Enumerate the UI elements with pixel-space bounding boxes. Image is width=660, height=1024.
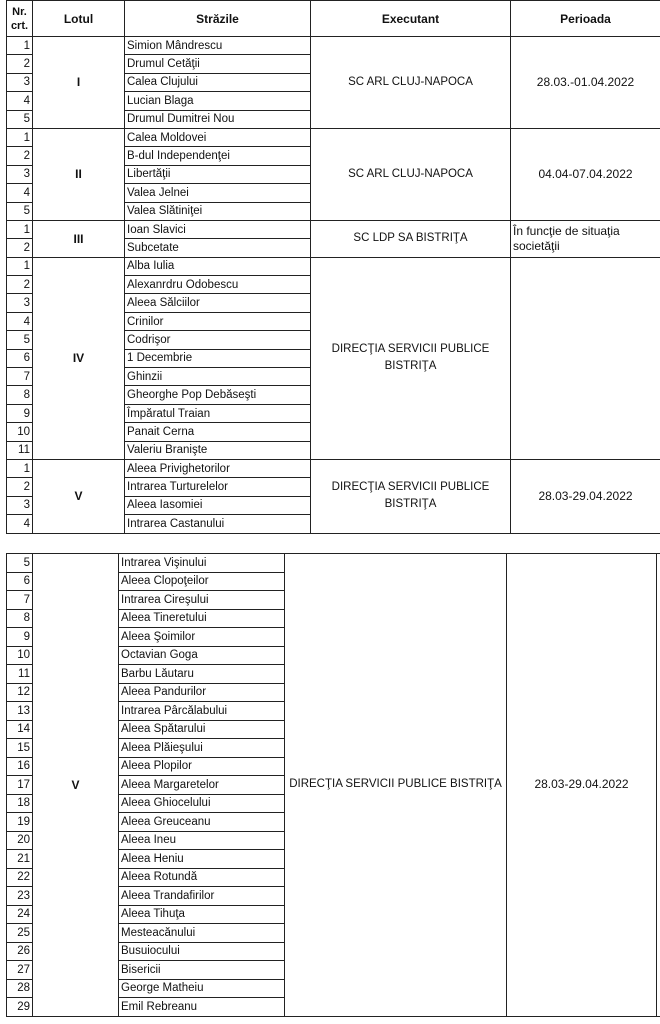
street-name: Barbu Lăutaru [119,665,285,684]
row-number: 5 [7,110,33,128]
row-number: 18 [7,794,33,813]
street-name: Calea Clujului [125,73,311,91]
executant: DIRECŢIA SERVICII PUBLICE BISTRIŢA [285,554,507,1017]
row-number: 2 [7,147,33,165]
row-number: 4 [7,312,33,330]
streets-table-page-1 [6,0,660,534]
header-perioada: Perioada [511,1,660,37]
street-name: Aleea Spătarului [119,720,285,739]
street-name: Împăratul Traian [125,404,311,422]
perioada: 28.03.-01.04.2022 [511,37,660,129]
street-name: Libertăţii [125,165,311,183]
street-name: Aleea Privighetorilor [125,459,311,477]
street-name: Emil Rebreanu [119,998,285,1017]
row-number: 3 [7,73,33,91]
street-name: Ghinzii [125,368,311,386]
row-number: 7 [7,368,33,386]
perioada: 04.04-07.04.2022 [511,128,660,220]
street-name: Codrişor [125,331,311,349]
street-name: Aleea Clopoţeilor [119,572,285,591]
street-name: Simion Mândrescu [125,37,311,55]
row-number: 7 [7,591,33,610]
row-number: 6 [7,572,33,591]
row-number: 16 [7,757,33,776]
executant: DIRECŢIA SERVICII PUBLICE BISTRIŢA [311,257,511,459]
street-name: Busuiocului [119,942,285,961]
street-name: Aleea Pandurilor [119,683,285,702]
row-number: 2 [7,276,33,294]
row-number: 8 [7,386,33,404]
street-name: Aleea Rotundă [119,868,285,887]
row-number: 22 [7,868,33,887]
row-number: 23 [7,887,33,906]
row-number: 24 [7,905,33,924]
row-number: 2 [7,239,33,257]
row-number: 10 [7,423,33,441]
row-number: 9 [7,404,33,422]
table-row [7,220,660,238]
table-row [7,128,660,146]
street-name: Intrarea Turturelelor [125,478,311,496]
row-number: 2 [7,55,33,73]
street-name: Aleea Iasomiei [125,496,311,514]
header-nr: Nr. crt. [7,1,33,37]
street-name: Crinilor [125,312,311,330]
row-number: 11 [7,441,33,459]
street-name: Drumul Cetăţii [125,55,311,73]
row-number: 5 [7,331,33,349]
perioada: În funcţie de situaţia societăţii [511,220,660,257]
extra-column [657,554,660,1017]
street-name: Alexanrdru Odobescu [125,276,311,294]
table-row [7,257,660,275]
street-name: Aleea Trandafirilor [119,887,285,906]
row-number: 1 [7,128,33,146]
street-name: Aleea Tineretului [119,609,285,628]
row-number: 13 [7,702,33,721]
row-number: 1 [7,220,33,238]
street-name: George Matheiu [119,979,285,998]
row-number: 29 [7,998,33,1017]
street-name: Aleea Şoimilor [119,628,285,647]
street-name: Calea Moldovei [125,128,311,146]
row-number: 26 [7,942,33,961]
table-header-row [7,1,660,37]
header-strazile: Străzile [125,1,311,37]
row-number: 3 [7,294,33,312]
lot-number: II [33,128,125,220]
street-name: Valea Slătiniţei [125,202,311,220]
row-number: 4 [7,515,33,533]
street-name: Octavian Goga [119,646,285,665]
street-name: Lucian Blaga [125,92,311,110]
street-name: Intrarea Cireşului [119,591,285,610]
lot-number: I [33,37,125,129]
street-name: Aleea Sălciilor [125,294,311,312]
row-number: 3 [7,165,33,183]
row-number: 4 [7,92,33,110]
street-name: Subcetate [125,239,311,257]
street-name: Alba Iulia [125,257,311,275]
street-name: Aleea Margaretelor [119,776,285,795]
perioada: 28.03-29.04.2022 [511,459,660,533]
street-name: Valeriu Branişte [125,441,311,459]
street-name: Intrarea Vişinului [119,554,285,573]
header-executant: Executant [311,1,511,37]
header-lotul: Lotul [33,1,125,37]
executant: SC ARL CLUJ-NAPOCA [311,128,511,220]
table-row [7,554,660,573]
row-number: 6 [7,349,33,367]
row-number: 15 [7,739,33,758]
row-number: 25 [7,924,33,943]
row-number: 11 [7,665,33,684]
lot-number: IV [33,257,125,459]
row-number: 5 [7,554,33,573]
street-name: Gheorghe Pop Debăseşti [125,386,311,404]
street-name: 1 Decembrie [125,349,311,367]
row-number: 12 [7,683,33,702]
streets-table-page-2 [6,553,660,1017]
street-name: Aleea Tihuţa [119,905,285,924]
perioada: 28.03-29.04.2022 [507,554,657,1017]
table-row [7,37,660,55]
lot-number: III [33,220,125,257]
street-name: Aleea Heniu [119,850,285,869]
row-number: 19 [7,813,33,832]
lot-number: V [33,459,125,533]
row-number: 1 [7,37,33,55]
street-name: Aleea Plopilor [119,757,285,776]
street-name: Intrarea Pârcălabului [119,702,285,721]
row-number: 9 [7,628,33,647]
row-number: 5 [7,202,33,220]
street-name: Ioan Slavici [125,220,311,238]
row-number: 1 [7,459,33,477]
street-name: Panait Cerna [125,423,311,441]
row-number: 4 [7,184,33,202]
street-name: Intrarea Castanului [125,515,311,533]
street-name: Mesteacănului [119,924,285,943]
street-name: Valea Jelnei [125,184,311,202]
row-number: 28 [7,979,33,998]
street-name: Aleea Greuceanu [119,813,285,832]
row-number: 3 [7,496,33,514]
row-number: 8 [7,609,33,628]
street-name: Drumul Dumitrei Nou [125,110,311,128]
row-number: 20 [7,831,33,850]
street-name: Aleea Ghiocelului [119,794,285,813]
perioada [511,257,660,459]
row-number: 1 [7,257,33,275]
row-number: 21 [7,850,33,869]
street-name: Bisericii [119,961,285,980]
street-name: Aleea Ineu [119,831,285,850]
executant: SC LDP SA BISTRIŢA [311,220,511,257]
row-number: 27 [7,961,33,980]
row-number: 14 [7,720,33,739]
street-name: Aleea Plăieşului [119,739,285,758]
row-number: 17 [7,776,33,795]
street-name: B-dul Independenţei [125,147,311,165]
row-number: 10 [7,646,33,665]
row-number: 2 [7,478,33,496]
executant: DIRECŢIA SERVICII PUBLICE BISTRIŢA [311,459,511,533]
executant: SC ARL CLUJ-NAPOCA [311,37,511,129]
lot-number: V [33,554,119,1017]
table-row [7,459,660,477]
